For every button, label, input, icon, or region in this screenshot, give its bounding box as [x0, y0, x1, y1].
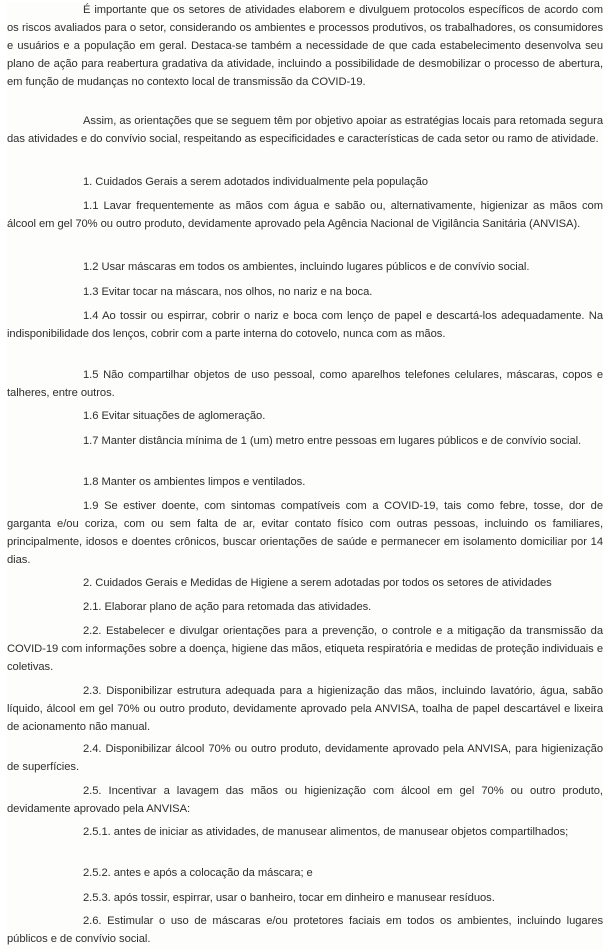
- item-1-5: 1.5 Não compartilhar objetos de uso pessoal, como aparelhos telefones celulares, máscaras, copos e talheres, entre outros.: [7, 369, 603, 399]
- item-2-6: 2.6. Estimular o uso de máscaras e/ou protetores faciais em todos os ambientes, incluindo lugares públicos e de convívio social.: [7, 915, 603, 945]
- section-heading-1: 1. Cuidados Gerais a serem adotados individualmente pela população: [83, 176, 428, 188]
- item-1-3: 1.3 Evitar tocar na máscara, nos olhos, no nariz e na boca.: [83, 286, 373, 298]
- item-2-3: 2.3. Disponibilizar estrutura adequada para a higienização das mãos, incluindo lavatório, água, sabão líquido, álcool em gel 70% ou outro produto, devidamente aprovado pela ANVISA, toalha de papel descartável e lixeira de acionamento não manual.: [7, 685, 603, 733]
- item-1-4: 1.4 Ao tossir ou espirrar, cobrir o nariz e boca com lenço de papel e descartá-los adequadamente. Na indisponibilidade dos lenços, cobrir com a parte interna do cotovelo, nunca com as mãos.: [7, 310, 603, 340]
- item-1-1: 1.1 Lavar frequentemente as mãos com água e sabão ou, alternativamente, higienizar as mãos com álcool em gel 70% ou outro produto, devidamente aprovado pela Agência Nacional de Vigilância Sanitária (ANVISA).: [7, 200, 603, 230]
- paragraph-intro-protocols: É importante que os setores de atividades elaborem e divulguem protocolos específicos de acordo com os riscos avaliados para o setor, considerando os ambientes e processos produtivos, os trabalhadores, os consumidores e usuários e a população em geral. Destaca-se também a necessidade de que cada estabelecimento desenvolva seu plano de ação para reabertura gradativa da atividade, incluindo a possibilidade de desmobilizar o processo de abertura, em função de mudanças no contexto local de transmissão da COVID-19.: [7, 4, 603, 88]
- item-2-1: 2.1. Elaborar plano de ação para retomada das atividades.: [83, 601, 372, 613]
- document-page: [7, 2, 603, 950]
- item-2-5-1: 2.5.1. antes de iniciar as atividades, de manusear alimentos, de manusear objetos compartilhados;: [83, 826, 569, 838]
- paragraph-intro-orientations: Assim, as orientações que se seguem têm por objetivo apoiar as estratégias locais para retomada segura das atividades e do convívio social, respeitando as especificidades e características de cada setor ou ramo de atividade.: [7, 115, 603, 145]
- item-2-4: 2.4. Disponibilizar álcool 70% ou outro produto, devidamente aprovado pela ANVISA, para higienização de superfícies.: [7, 743, 603, 773]
- item-1-9: 1.9 Se estiver doente, com sintomas compatíveis com a COVID-19, tais como febre, tosse, dor de garganta e/ou coriza, com ou sem falta de ar, evitar contato físico com outras pessoas, incluindo os familiares, principalmente, idosos e doentes crônicos, buscar orientações de saúde e permanecer em isolamento domiciliar por 14 dias.: [7, 500, 603, 566]
- item-1-6: 1.6 Evitar situações de aglomeração.: [83, 410, 266, 422]
- section-heading-2: 2. Cuidados Gerais e Medidas de Higiene a serem adotadas por todos os setores de atividades: [83, 577, 552, 589]
- item-2-5-3: 2.5.3. após tossir, espirrar, usar o banheiro, tocar em dinheiro e manusear resíduos.: [83, 892, 495, 904]
- item-1-7: 1.7 Manter distância mínima de 1 (um) metro entre pessoas em lugares públicos e de convívio social.: [83, 435, 582, 447]
- item-1-2: 1.2 Usar máscaras em todos os ambientes, incluindo lugares públicos e de convívio social.: [83, 261, 530, 273]
- item-1-8: 1.8 Manter os ambientes limpos e ventilados.: [83, 476, 306, 488]
- item-2-5-2: 2.5.2. antes e após a colocação da máscara; e: [83, 867, 313, 879]
- item-2-2: 2.2. Estabelecer e divulgar orientações para a prevenção, o controle e a mitigação da transmissão da COVID-19 com informações sobre a doença, higiene das mãos, etiqueta respiratória e medidas de proteção individuais e coletivas.: [7, 625, 603, 673]
- item-2-5: 2.5. Incentivar a lavagem das mãos ou higienização com álcool em gel 70% ou outro produto, devidamente aprovado pela ANVISA:: [7, 785, 603, 815]
